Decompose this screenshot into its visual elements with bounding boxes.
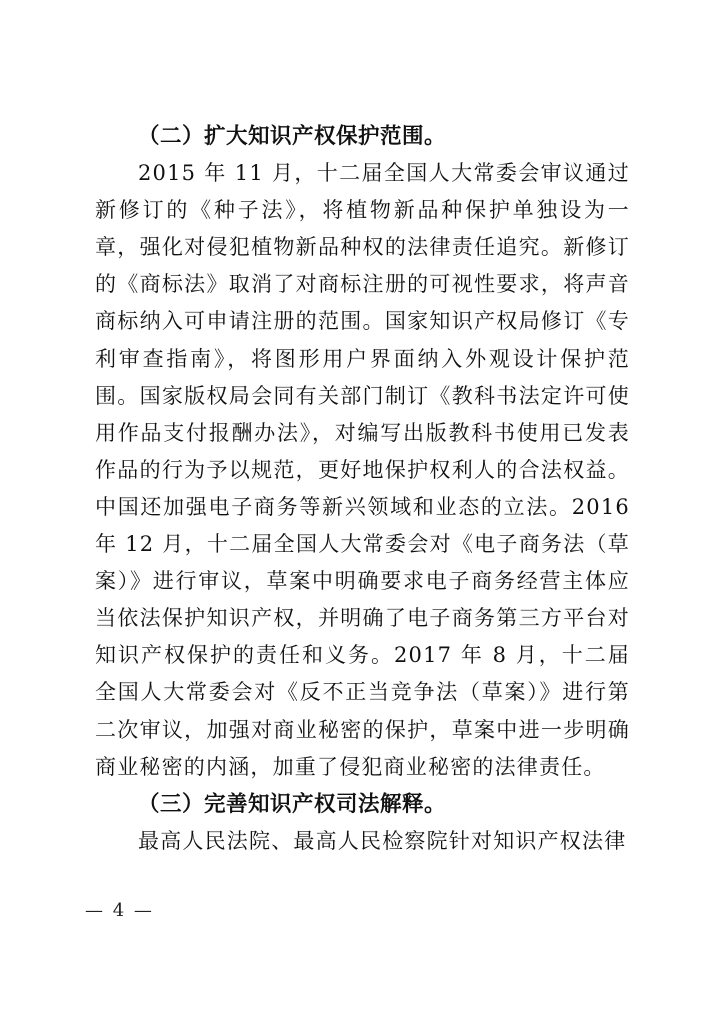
document-body [95, 118, 630, 860]
section-paragraph-3: 最高人民法院、最高人民检察院针对知识产权法律 [138, 828, 627, 853]
section-paragraph-2: 2015 年 11 月，十二届全国人大常委会审议通过新修订的《种子法》，将植物新品种保护单独设为一章，强化对侵犯植物新品种权的法律责任追究。新修订的《商标法》取消了对商标注册的可视性要求，将声音商标纳入可申请注册的范围。国家知识产权局修订《专利审查指南》，将图形用户界面纳入外观设计保护范围。国家版权局会同有关部门制订《教科书法定许可使用作品支付报酬办法》，对编写出版教科书使用已发表作品的行为予以规范，更好地保护权利人的合法权益。中国还加强电子商务等新兴领域和业态的立法。2016 年 12 月，十二届全国人大常委会对《电子商务法（草案）》进行审议，草案中明确要求电子商务经营主体应当依法保护知识产权，并明确了电子商务第三方平台对知识产权保护的责任和义务。2017 年 8 月，十二届全国人大常委会对《反不正当竞争法（草案）》进行第二次审议，加强对商业秘密的保护，草案中进一步明确商业秘密的内涵，加重了侵犯商业秘密的法律责任。 [95, 161, 630, 779]
section-heading-2: （二）扩大知识产权保护范围。 [138, 124, 447, 149]
section-heading-3: （三）完善知识产权司法解释。 [138, 791, 447, 817]
page-number: — 4 — [85, 900, 154, 921]
